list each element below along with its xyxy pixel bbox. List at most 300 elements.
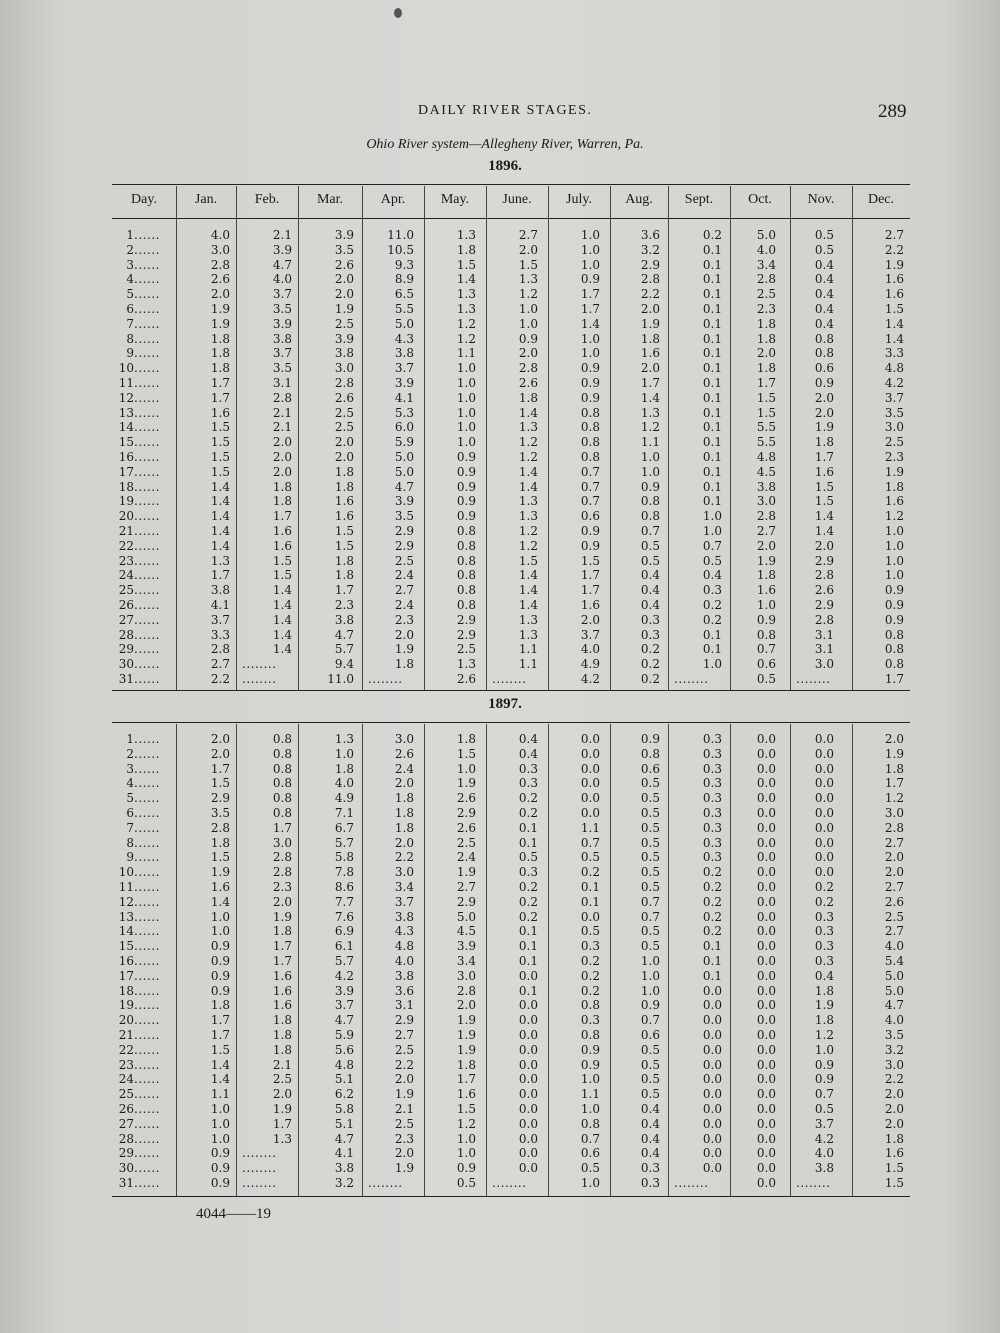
column-divider-1896 [236,186,237,690]
stage-value-nov: 0.4 [814,968,834,983]
stage-value-feb: 1.4 [272,612,292,627]
stage-value-feb: 0.8 [272,746,292,761]
stage-value-sept: 0.1 [702,953,722,968]
stage-value-july: 0.8 [580,998,600,1013]
day-label: 11...... [118,375,160,390]
stage-value-aug: 0.5 [640,879,660,894]
stage-value-jan: 3.5 [210,805,230,820]
stage-value-apr: 2.9 [394,538,414,553]
stage-value-apr: 2.9 [394,523,414,538]
stage-value-jan: 1.4 [210,894,230,909]
stage-value-sept: 0.1 [702,331,722,346]
stage-value-dec: 1.6 [884,494,904,509]
stage-value-feb: 2.0 [272,449,292,464]
stage-value-june: 1.3 [518,612,538,627]
day-label: 9...... [126,850,160,865]
stage-value-june: 1.4 [518,583,538,598]
stage-value-sept: 0.0 [702,983,722,998]
stage-value-jan: 1.4 [210,1057,230,1072]
stage-value-oct: 0.0 [756,983,776,998]
stage-value-nov: 4.2 [814,1131,834,1146]
stage-value-nov: 0.5 [814,228,834,242]
stage-value-sept: 0.3 [702,805,722,820]
day-label: 24...... [118,1072,160,1087]
stage-value-mar: 2.6 [334,390,354,405]
stage-value-oct: 3.0 [756,494,776,509]
stage-value-july: 0.0 [580,791,600,806]
day-label: 17...... [118,968,160,983]
stage-value-july: 3.7 [580,627,600,642]
stage-value-aug: 0.5 [640,791,660,806]
stage-value-june: 2.7 [518,228,538,242]
stage-value-may: 1.9 [456,1013,476,1028]
day-label: 10...... [118,865,160,880]
stage-value-sept: 0.0 [702,1087,722,1102]
stage-value-mar: 3.9 [334,983,354,998]
stage-value-aug: 0.5 [640,1057,660,1072]
stage-value-aug: 0.4 [640,1131,660,1146]
stage-value-mar: 5.1 [334,1116,354,1131]
day-label: 20...... [118,1013,160,1028]
stage-value-feb: 2.3 [272,879,292,894]
stage-value-mar: 1.3 [334,732,354,746]
stage-value-nov: 0.8 [814,331,834,346]
stage-value-nov: 0.6 [814,361,834,376]
stage-value-may: 0.9 [456,464,476,479]
stage-value-apr: 2.4 [394,597,414,612]
stage-value-sept: 1.0 [702,657,722,672]
stage-value-mar: 4.7 [334,1131,354,1146]
stage-value-dec: 2.7 [884,879,904,894]
stage-value-oct: 1.8 [756,331,776,346]
stage-value-jan: 0.9 [210,983,230,998]
day-label: 12...... [118,390,160,405]
day-label: 6...... [126,301,160,316]
stage-value-dec: 2.5 [884,435,904,450]
stage-value-nov: 2.8 [814,568,834,583]
stage-value-apr: 1.9 [394,1161,414,1176]
stage-value-may: 4.5 [456,924,476,939]
stage-value-may: 3.0 [456,968,476,983]
day-label: 23...... [118,1057,160,1072]
stage-value-nov: 0.0 [814,791,834,806]
stage-value-dec: 4.2 [884,375,904,390]
stage-value-feb: 3.1 [272,375,292,390]
stage-value-june: 0.2 [518,879,538,894]
stage-value-june: 0.4 [518,732,538,746]
column-divider-1897 [362,724,363,1196]
column-divider-1897 [668,724,669,1196]
stage-value-may: 1.5 [456,746,476,761]
stage-value-aug: 1.0 [640,968,660,983]
stage-value-nov: 0.0 [814,776,834,791]
stage-value-jan: 2.8 [210,257,230,272]
stage-value-dec: 0.9 [884,583,904,598]
stage-value-feb: 2.1 [272,420,292,435]
stage-value-aug: 0.7 [640,523,660,538]
stage-value-may: 1.8 [456,732,476,746]
stage-value-sept: 0.1 [702,494,722,509]
stage-value-june: 1.4 [518,464,538,479]
column-header-apr: Apr. [380,192,406,207]
stage-value-mar: 5.9 [334,1027,354,1042]
stage-value-june: 0.2 [518,909,538,924]
stage-value-july: 0.5 [580,1161,600,1176]
stage-value-oct: 0.0 [756,791,776,806]
stage-value-sept: 0.2 [702,612,722,627]
stage-value-mar: 2.3 [334,597,354,612]
stage-value-mar: 2.5 [334,405,354,420]
stage-value-july: 0.8 [580,449,600,464]
stage-value-may: 1.8 [456,1057,476,1072]
stage-value-apr: 2.7 [394,1027,414,1042]
day-label: 30...... [118,1161,160,1176]
stage-value-nov: 0.0 [814,820,834,835]
stage-value-june: 0.0 [518,1087,538,1102]
stage-value-oct: 1.6 [756,583,776,598]
stage-value-may: 0.5 [456,1175,476,1190]
stage-value-may: 0.9 [456,509,476,524]
stage-value-may: 2.4 [456,850,476,865]
stage-value-jan: 1.8 [210,361,230,376]
stage-value-dec: 3.5 [884,1027,904,1042]
stage-value-feb: 1.5 [272,568,292,583]
stage-value-feb: 1.7 [272,1116,292,1131]
stage-value-oct: 2.8 [756,272,776,287]
day-label: 20...... [118,509,160,524]
column-divider-1897 [548,724,549,1196]
stage-value-aug: 1.8 [640,331,660,346]
stage-value-june: 1.3 [518,272,538,287]
stage-value-feb: 1.9 [272,909,292,924]
stage-value-nov: 3.0 [814,657,834,672]
stage-value-nov: 2.6 [814,583,834,598]
day-label: 13...... [118,909,160,924]
stage-value-oct: 2.0 [756,538,776,553]
stage-value-apr: 2.6 [394,746,414,761]
stage-value-apr: 3.8 [394,909,414,924]
stage-value-dec: 1.5 [884,1175,904,1190]
stage-value-aug: 0.4 [640,583,660,598]
stage-value-june: 1.3 [518,509,538,524]
stage-value-jan: 1.3 [210,553,230,568]
stage-value-jan: 1.5 [210,776,230,791]
stage-value-may: 2.6 [456,791,476,806]
stage-value-jan: 1.0 [210,909,230,924]
day-label: 3...... [126,761,160,776]
stage-value-july: 0.9 [580,1057,600,1072]
stage-value-dec: 1.4 [884,331,904,346]
day-label: 16...... [118,449,160,464]
stage-value-oct: 1.8 [756,316,776,331]
stage-value-oct: 0.0 [756,1042,776,1057]
empty-cell: ........ [242,657,277,672]
stage-value-may: 0.9 [456,494,476,509]
day-label: 27...... [118,1116,160,1131]
stage-value-mar: 7.8 [334,865,354,880]
stage-value-aug: 2.9 [640,257,660,272]
stage-value-jan: 1.1 [210,1087,230,1102]
stage-value-june: 0.0 [518,1072,538,1087]
stage-value-jan: 1.9 [210,865,230,880]
stage-value-mar: 1.8 [334,568,354,583]
day-label: 28...... [118,1131,160,1146]
stage-value-sept: 0.3 [702,583,722,598]
stage-value-june: 1.3 [518,627,538,642]
table-1897-bottom-rule [112,1196,910,1197]
stage-value-aug: 0.7 [640,1013,660,1028]
stage-value-feb: 1.6 [272,523,292,538]
stage-value-oct: 0.0 [756,835,776,850]
stage-value-dec: 3.7 [884,390,904,405]
stage-value-july: 0.8 [580,405,600,420]
stage-value-apr: 1.9 [394,642,414,657]
stage-value-oct: 0.0 [756,1027,776,1042]
stage-value-june: 1.8 [518,390,538,405]
stage-value-june: 0.1 [518,835,538,850]
stage-value-july: 4.0 [580,642,600,657]
stage-value-mar: 1.5 [334,538,354,553]
stage-value-jan: 1.6 [210,879,230,894]
stage-value-nov: 1.4 [814,509,834,524]
stage-value-aug: 3.2 [640,242,660,257]
stage-value-feb: 1.6 [272,998,292,1013]
stage-value-july: 0.8 [580,1027,600,1042]
ink-dot [394,8,402,18]
empty-cell: ........ [242,671,277,686]
stage-value-nov: 0.0 [814,732,834,746]
stage-value-sept: 0.0 [702,1057,722,1072]
stage-value-aug: 0.4 [640,1101,660,1116]
stage-value-june: 1.1 [518,642,538,657]
stage-value-oct: 1.9 [756,553,776,568]
empty-cell: ........ [796,671,831,686]
stage-value-jan: 0.9 [210,968,230,983]
stage-value-feb: 0.8 [272,776,292,791]
stage-value-apr: 3.8 [394,346,414,361]
stage-value-oct: 5.0 [756,228,776,242]
stage-value-mar: 6.9 [334,924,354,939]
stage-value-may: 2.5 [456,642,476,657]
stage-value-apr: 5.0 [394,316,414,331]
stage-value-mar: 6.1 [334,939,354,954]
column-divider-1896 [610,186,611,690]
stage-value-feb: 1.8 [272,1027,292,1042]
stage-value-feb: 1.9 [272,1101,292,1116]
stage-value-jan: 3.3 [210,627,230,642]
empty-cell: ........ [674,1175,709,1190]
stage-value-july: 0.8 [580,435,600,450]
stage-value-may: 2.9 [456,805,476,820]
stage-value-may: 0.8 [456,597,476,612]
stage-value-may: 1.0 [456,435,476,450]
stage-value-may: 1.0 [456,390,476,405]
column-divider-1896 [790,186,791,690]
stage-value-apr: 2.3 [394,1131,414,1146]
stage-value-oct: 0.0 [756,953,776,968]
stage-value-may: 2.5 [456,835,476,850]
stage-value-aug: 2.2 [640,287,660,302]
stage-value-sept: 0.2 [702,894,722,909]
stage-value-mar: 4.9 [334,791,354,806]
stage-value-nov: 1.5 [814,494,834,509]
stage-value-oct: 0.0 [756,805,776,820]
day-label: 7...... [126,316,160,331]
stage-value-mar: 1.9 [334,301,354,316]
stage-value-oct: 0.9 [756,612,776,627]
stage-value-jan: 1.8 [210,998,230,1013]
stage-value-feb: 1.6 [272,968,292,983]
stage-value-june: 2.0 [518,242,538,257]
stage-value-june: 0.0 [518,1146,538,1161]
empty-cell: ........ [368,671,403,686]
stage-value-july: 0.6 [580,509,600,524]
day-label: 17...... [118,464,160,479]
stage-value-june: 1.0 [518,301,538,316]
column-divider-1897 [486,724,487,1196]
stage-value-nov: 2.0 [814,390,834,405]
day-label: 21...... [118,1027,160,1042]
day-label: 4...... [126,272,160,287]
stage-value-june: 0.1 [518,820,538,835]
stage-value-dec: 2.0 [884,1116,904,1131]
stage-value-june: 0.1 [518,939,538,954]
stage-value-june: 0.3 [518,865,538,880]
day-label: 19...... [118,494,160,509]
stage-value-aug: 0.3 [640,627,660,642]
stage-value-july: 1.4 [580,316,600,331]
stage-value-july: 1.0 [580,346,600,361]
stage-value-dec: 1.0 [884,568,904,583]
stage-value-jan: 1.5 [210,420,230,435]
stage-value-june: 0.2 [518,791,538,806]
stage-value-oct: 0.0 [756,1175,776,1190]
stage-value-nov: 0.0 [814,850,834,865]
stage-value-sept: 0.0 [702,1161,722,1176]
day-label: 10...... [118,361,160,376]
stage-value-dec: 0.9 [884,597,904,612]
stage-value-sept: 0.0 [702,1072,722,1087]
stage-value-feb: 2.8 [272,390,292,405]
column-header-mar: Mar. [316,192,344,207]
stage-value-aug: 1.1 [640,435,660,450]
stage-value-apr: 4.3 [394,924,414,939]
stage-value-jan: 2.8 [210,820,230,835]
stage-value-july: 0.1 [580,879,600,894]
stage-value-apr: 2.4 [394,568,414,583]
column-divider-1897 [852,724,853,1196]
stage-value-jan: 1.4 [210,494,230,509]
stage-value-july: 0.0 [580,732,600,746]
stage-value-jan: 0.9 [210,939,230,954]
empty-cell: ........ [796,1175,831,1190]
stage-value-oct: 1.5 [756,405,776,420]
stage-value-apr: 2.2 [394,1057,414,1072]
stage-value-july: 0.1 [580,894,600,909]
stage-value-sept: 0.0 [702,1131,722,1146]
stage-value-oct: 4.0 [756,242,776,257]
stage-value-dec: 2.7 [884,835,904,850]
stage-value-may: 1.9 [456,1027,476,1042]
stage-value-feb: 1.8 [272,479,292,494]
stage-value-feb: 3.5 [272,361,292,376]
stage-value-oct: 4.5 [756,464,776,479]
stage-value-apr: 2.0 [394,835,414,850]
column-header-july: July. [566,192,592,207]
empty-cell: ........ [674,671,709,686]
stage-value-dec: 1.6 [884,287,904,302]
stage-value-july: 0.7 [580,1131,600,1146]
stage-value-aug: 0.9 [640,998,660,1013]
stage-value-mar: 3.8 [334,346,354,361]
stage-value-june: 0.1 [518,924,538,939]
stage-value-apr: 4.0 [394,953,414,968]
stage-value-aug: 0.8 [640,494,660,509]
stage-value-dec: 0.8 [884,657,904,672]
stage-value-july: 1.6 [580,597,600,612]
stage-value-apr: 3.7 [394,894,414,909]
stage-value-sept: 0.3 [702,776,722,791]
stage-value-oct: 0.0 [756,850,776,865]
stage-value-feb: 1.7 [272,509,292,524]
table-1896-bottom-rule [112,690,910,691]
day-label: 7...... [126,820,160,835]
stage-value-mar: 1.6 [334,509,354,524]
stage-value-jan: 3.8 [210,583,230,598]
stage-value-jan: 3.0 [210,242,230,257]
stage-value-aug: 0.2 [640,657,660,672]
stage-value-sept: 0.1 [702,642,722,657]
stage-value-oct: 1.7 [756,375,776,390]
stage-value-mar: 1.8 [334,761,354,776]
stage-value-sept: 0.0 [702,1027,722,1042]
stage-value-june: 1.4 [518,405,538,420]
stage-value-apr: 1.8 [394,805,414,820]
stage-value-mar: 9.4 [334,657,354,672]
stage-value-nov: 0.5 [814,242,834,257]
stage-value-june: 0.0 [518,998,538,1013]
stage-value-apr: 4.7 [394,479,414,494]
column-header-dec: Dec. [867,192,895,207]
column-divider-1897 [790,724,791,1196]
stage-value-dec: 2.2 [884,242,904,257]
column-divider-1896 [424,186,425,690]
day-label: 9...... [126,346,160,361]
day-label: 25...... [118,1087,160,1102]
stage-value-nov: 2.0 [814,538,834,553]
stage-value-apr: 3.5 [394,509,414,524]
stage-value-may: 2.0 [456,998,476,1013]
day-label: 15...... [118,939,160,954]
stage-value-sept: 1.0 [702,523,722,538]
stage-value-aug: 0.9 [640,479,660,494]
stage-value-may: 2.6 [456,671,476,686]
stage-value-may: 1.5 [456,1101,476,1116]
stage-value-sept: 0.0 [702,1116,722,1131]
stage-value-oct: 0.0 [756,1087,776,1102]
stage-value-july: 0.7 [580,494,600,509]
stage-value-mar: 2.0 [334,449,354,464]
stage-value-feb: 3.9 [272,242,292,257]
stage-value-june: 0.0 [518,1116,538,1131]
stage-value-mar: 3.0 [334,361,354,376]
stage-value-apr: 3.9 [394,494,414,509]
stage-value-aug: 3.6 [640,228,660,242]
day-label: 2...... [126,746,160,761]
stage-value-feb: 2.8 [272,865,292,880]
stage-value-apr: 3.6 [394,983,414,998]
stage-value-oct: 0.0 [756,924,776,939]
